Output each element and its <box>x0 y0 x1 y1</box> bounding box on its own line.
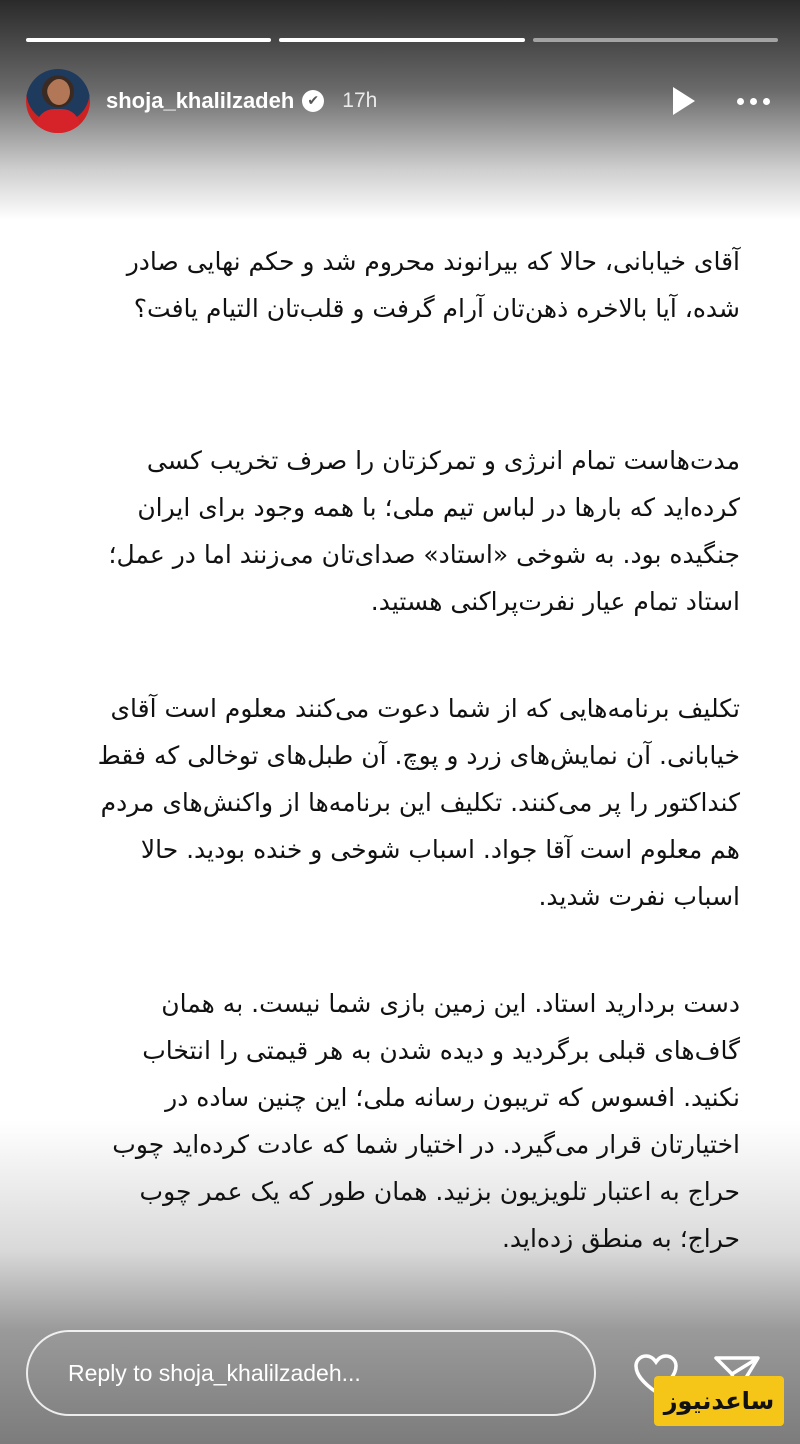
progress-segment <box>533 38 778 42</box>
story-paragraph: دست بردارید استاد. این زمین بازی شما نیست. به همان گاف‌های قبلی برگردید و دیده شدن به هر قیمتی را انتخاب نکنید. افسوس که تریبون رسانه ملی؛ این چنین ساده در اختیارتان قرار می‌گیرد. در اختیار شما که عادت کرده‌اید چوب حراج به اعتبار تلویزیون بزنید. همان طور که یک عمر چوب حراج؛ به منطق زده‌اید. <box>112 989 740 1253</box>
play-icon[interactable] <box>673 87 695 115</box>
post-time: 17h <box>342 89 378 112</box>
avatar[interactable] <box>26 69 90 133</box>
progress-segment <box>26 38 271 42</box>
reply-input[interactable]: Reply to shoja_khalilzadeh... <box>26 1330 596 1416</box>
story-progress-bar <box>26 38 778 42</box>
story-paragraph: مدت‌هاست تمام انرژی و تمرکزتان را صرف تخریب کسی کرده‌اید که بارها در لباس تیم ملی؛ با همه وجود برای ایران جنگیده بود. به شوخی «استاد» صدای‌تان می‌زنند اما در عمل؛ استاد تمام عیار نفرت‌پراکنی هستید. <box>108 446 740 616</box>
story-paragraph: تکلیف برنامه‌هایی که از شما دعوت می‌کنند معلوم است آقای خیابانی. آن نمایش‌های زرد و پوچ. آن طبل‌های توخالی که فقط کنداکتور را پر می‌کنند. تکلیف این برنامه‌ها از واکنش‌های مردم هم معلوم است آقا جواد. اسباب شوخی و خنده بودید. حالا اسباب نفرت شدید. <box>97 694 740 911</box>
story-header <box>26 68 770 134</box>
story-paragraph: آقای خیابانی، حالا که بیرانوند محروم شد و حکم نهایی صادر شده، آیا بالاخره ذهن‌تان آرام گرفت و قلب‌تان التیام یافت؟ <box>126 247 740 323</box>
progress-segment <box>279 38 524 42</box>
watermark-logo: ساعدنیوز <box>654 1376 784 1426</box>
more-icon[interactable] <box>737 98 770 105</box>
verified-badge-icon: ✔ <box>302 90 324 112</box>
username[interactable]: shoja_khalilzadeh <box>106 88 295 113</box>
